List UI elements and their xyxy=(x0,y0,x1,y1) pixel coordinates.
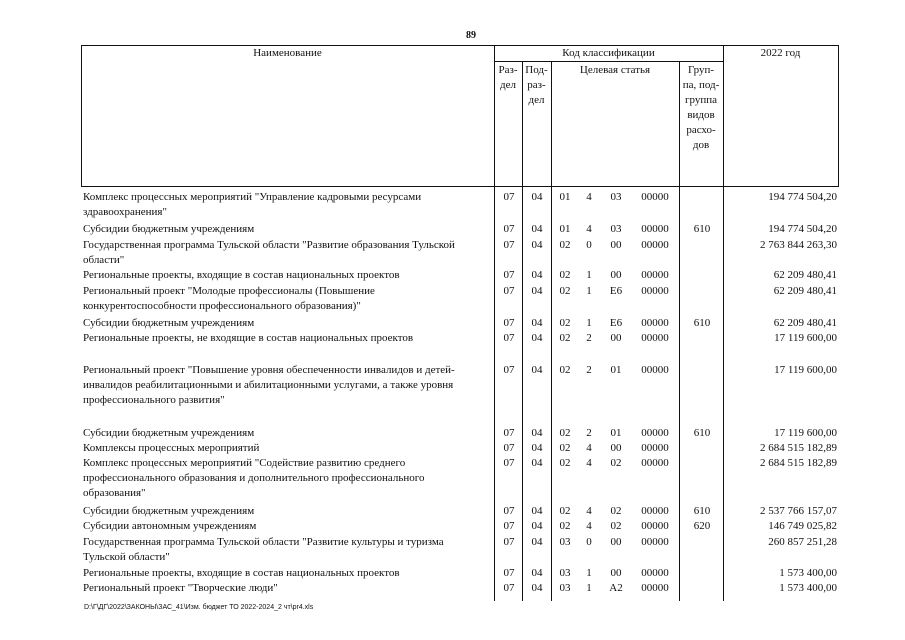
row-subsection: 04 xyxy=(531,239,543,251)
row-subsection: 04 xyxy=(531,536,543,548)
row-target-subprogram: 2 xyxy=(586,332,592,344)
row-target-event: 02 xyxy=(610,505,622,517)
row-section: 07 xyxy=(503,364,515,376)
row-target-subprogram: 2 xyxy=(586,364,592,376)
row-target-event: A2 xyxy=(609,582,623,594)
row-subsection: 04 xyxy=(531,582,543,594)
row-target-program: 02 xyxy=(559,427,571,439)
row-target-event: E6 xyxy=(609,285,623,297)
row-name: Региональный проект "Творческие люди" xyxy=(83,582,278,594)
row-section: 07 xyxy=(503,520,515,532)
row-name: Региональный проект "Повышение уровня обеспеченности инвалидов и детей-инвалидов реабилитационными и абилитационными услугами, а также уровня профессионального развития" xyxy=(83,364,455,406)
row-subsection: 04 xyxy=(531,364,543,376)
row-target-event: 02 xyxy=(610,520,622,532)
row-section: 07 xyxy=(503,457,515,469)
header-group: Груп- па, под- группа видов расхо- дов xyxy=(682,64,720,151)
row-target-subprogram: 4 xyxy=(586,505,592,517)
row-name: Региональный проект "Молодые профессионалы (Повышение конкурентоспособности профессионального образования)" xyxy=(83,285,375,312)
row-target-event: 01 xyxy=(610,364,622,376)
row-subsection: 04 xyxy=(531,442,543,454)
row-target-event: 00 xyxy=(610,442,622,454)
row-target-subprogram: 0 xyxy=(586,536,592,548)
row-target-program: 02 xyxy=(559,505,571,517)
row-target-subprogram: 1 xyxy=(586,317,592,329)
row-expense-group: 610 xyxy=(693,505,711,517)
row-target-direction: 00000 xyxy=(641,364,669,376)
row-name: Государственная программа Тульской области "Развитие культуры и туризма Тульской области" xyxy=(83,536,444,563)
row-expense-group: 610 xyxy=(693,317,711,329)
row-target-direction: 00000 xyxy=(641,269,669,281)
row-target-event: 03 xyxy=(610,223,622,235)
row-section: 07 xyxy=(503,239,515,251)
row-section: 07 xyxy=(503,442,515,454)
row-subsection: 04 xyxy=(531,520,543,532)
row-target-direction: 00000 xyxy=(641,442,669,454)
row-amount: 260 857 251,28 xyxy=(768,536,837,548)
header-section: Раз- дел xyxy=(498,64,518,91)
row-section: 07 xyxy=(503,269,515,281)
row-subsection: 04 xyxy=(531,567,543,579)
row-section: 07 xyxy=(503,317,515,329)
row-amount: 62 209 480,41 xyxy=(773,285,837,297)
row-subsection: 04 xyxy=(531,317,543,329)
row-subsection: 04 xyxy=(531,332,543,344)
row-subsection: 04 xyxy=(531,427,543,439)
row-target-program: 02 xyxy=(559,317,571,329)
row-section: 07 xyxy=(503,285,515,297)
row-amount: 146 749 025,82 xyxy=(768,520,837,532)
row-target-event: 01 xyxy=(610,427,622,439)
footer-file-path: D:\Г\ДГ\2022\ЗАКОНЫ\ЗАС_41\Изм. бюджет ТО 2022-2024_2 чт\pr4.xls xyxy=(84,604,314,611)
row-name: Субсидии автономным учреждениям xyxy=(83,520,257,532)
row-amount: 62 209 480,41 xyxy=(773,269,837,281)
row-target-program: 02 xyxy=(559,457,571,469)
row-subsection: 04 xyxy=(531,223,543,235)
row-amount: 17 119 600,00 xyxy=(774,332,837,344)
header-name: Наименование xyxy=(253,47,322,59)
row-target-event: 00 xyxy=(610,239,622,251)
row-amount: 62 209 480,41 xyxy=(773,317,837,329)
row-subsection: 04 xyxy=(531,269,543,281)
row-target-program: 02 xyxy=(559,520,571,532)
page-number: 89 xyxy=(466,30,476,41)
row-target-direction: 00000 xyxy=(641,567,669,579)
row-name: Комплекс процессных мероприятий "Управление кадровыми ресурсами здравоохранения" xyxy=(83,191,422,218)
row-section: 07 xyxy=(503,536,515,548)
row-target-direction: 00000 xyxy=(641,223,669,235)
row-expense-group: 610 xyxy=(693,223,711,235)
row-amount: 2 684 515 182,89 xyxy=(760,442,837,454)
row-amount: 2 763 844 263,30 xyxy=(760,239,837,251)
row-target-direction: 00000 xyxy=(641,239,669,251)
row-target-subprogram: 2 xyxy=(586,427,592,439)
row-target-direction: 00000 xyxy=(641,505,669,517)
row-target-direction: 00000 xyxy=(641,582,669,594)
row-amount: 1 573 400,00 xyxy=(779,567,837,579)
row-name: Субсидии бюджетным учреждениям xyxy=(83,223,255,235)
row-target-program: 02 xyxy=(559,239,571,251)
row-target-subprogram: 4 xyxy=(586,442,592,454)
row-target-event: 00 xyxy=(610,567,622,579)
row-target-subprogram: 0 xyxy=(586,239,592,251)
row-target-event: 00 xyxy=(610,536,622,548)
header-subsection: Под- раз- дел xyxy=(525,64,548,106)
row-amount: 17 119 600,00 xyxy=(774,427,837,439)
row-target-program: 02 xyxy=(559,364,571,376)
row-subsection: 04 xyxy=(531,457,543,469)
row-target-subprogram: 1 xyxy=(586,582,592,594)
row-target-direction: 00000 xyxy=(641,427,669,439)
row-target-event: 00 xyxy=(610,269,622,281)
row-section: 07 xyxy=(503,332,515,344)
row-subsection: 04 xyxy=(531,285,543,297)
row-target-program: 02 xyxy=(559,285,571,297)
row-target-subprogram: 1 xyxy=(586,269,592,281)
row-target-program: 02 xyxy=(559,332,571,344)
row-name: Комплекс процессных мероприятий "Содействие развитию среднего профессионального образования и дополнительного профессионального образования" xyxy=(83,457,425,499)
row-target-direction: 00000 xyxy=(641,520,669,532)
row-subsection: 04 xyxy=(531,505,543,517)
row-expense-group: 610 xyxy=(693,427,711,439)
row-target-direction: 00000 xyxy=(641,191,669,203)
row-name: Комплексы процессных мероприятий xyxy=(83,442,260,454)
row-target-subprogram: 4 xyxy=(586,191,592,203)
row-expense-group: 620 xyxy=(693,520,711,532)
row-amount: 194 774 504,20 xyxy=(768,223,837,235)
row-target-subprogram: 4 xyxy=(586,223,592,235)
row-section: 07 xyxy=(503,191,515,203)
row-target-subprogram: 1 xyxy=(586,285,592,297)
row-subsection: 04 xyxy=(531,191,543,203)
row-target-event: 00 xyxy=(610,332,622,344)
row-target-event: 02 xyxy=(610,457,622,469)
row-target-subprogram: 1 xyxy=(586,567,592,579)
row-target-program: 02 xyxy=(559,269,571,281)
row-target-program: 01 xyxy=(559,191,571,203)
row-name: Региональные проекты, входящие в состав национальных проектов xyxy=(83,567,400,579)
row-section: 07 xyxy=(503,223,515,235)
row-target-program: 03 xyxy=(559,582,571,594)
row-name: Субсидии бюджетным учреждениям xyxy=(83,317,255,329)
row-section: 07 xyxy=(503,427,515,439)
row-target-direction: 00000 xyxy=(641,317,669,329)
row-target-program: 03 xyxy=(559,536,571,548)
row-name: Субсидии бюджетным учреждениям xyxy=(83,505,255,517)
row-amount: 2 684 515 182,89 xyxy=(760,457,837,469)
row-target-event: 03 xyxy=(610,191,622,203)
row-target-event: E6 xyxy=(609,317,623,329)
header-year: 2022 год xyxy=(760,47,801,59)
row-name: Государственная программа Тульской области "Развитие образования Тульской области" xyxy=(83,239,455,266)
row-amount: 194 774 504,20 xyxy=(768,191,837,203)
row-amount: 2 537 766 157,07 xyxy=(760,505,837,517)
row-target-direction: 00000 xyxy=(641,457,669,469)
row-target-subprogram: 4 xyxy=(586,457,592,469)
row-section: 07 xyxy=(503,567,515,579)
row-name: Региональные проекты, не входящие в состав национальных проектов xyxy=(83,332,414,344)
row-target-program: 02 xyxy=(559,442,571,454)
header-target: Целевая статья xyxy=(579,64,651,76)
row-name: Региональные проекты, входящие в состав национальных проектов xyxy=(83,269,400,281)
row-target-subprogram: 4 xyxy=(586,520,592,532)
row-target-program: 03 xyxy=(559,567,571,579)
row-section: 07 xyxy=(503,505,515,517)
row-amount: 1 573 400,00 xyxy=(779,582,837,594)
row-target-direction: 00000 xyxy=(641,536,669,548)
row-amount: 17 119 600,00 xyxy=(774,364,837,376)
header-classification: Код классификации xyxy=(562,47,655,59)
row-target-direction: 00000 xyxy=(641,285,669,297)
row-section: 07 xyxy=(503,582,515,594)
row-name: Субсидии бюджетным учреждениям xyxy=(83,427,255,439)
row-target-program: 01 xyxy=(559,223,571,235)
row-target-direction: 00000 xyxy=(641,332,669,344)
